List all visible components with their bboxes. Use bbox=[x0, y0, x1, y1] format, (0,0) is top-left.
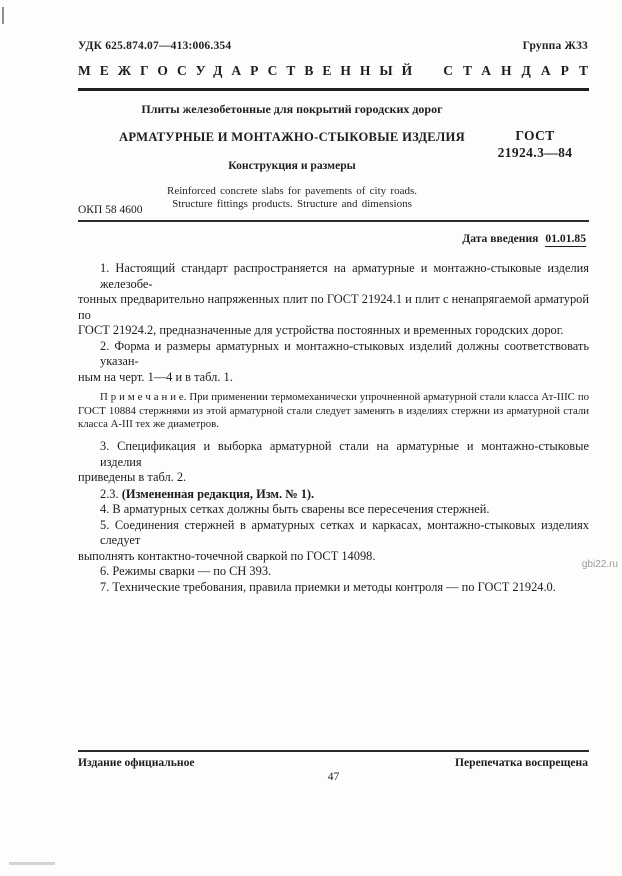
paragraph-line: 4. В арматурных сетках должны быть сварены все пересечения стержней. bbox=[100, 502, 490, 517]
paragraph-6 bbox=[78, 564, 589, 580]
okp-code: ОКП 58 4600 bbox=[78, 204, 143, 216]
paragraph-line: ГОСТ 21924.2, предназначенные для устройства постоянных и временных городских дорог. bbox=[78, 323, 564, 337]
paragraph-line: 2. Форма и размеры арматурных и монтажно-стыковых изделий должны соответствовать указан- bbox=[100, 338, 589, 368]
standard-type-word-2: СТАНДАРТ bbox=[443, 63, 598, 78]
header-divider-thick bbox=[78, 88, 589, 91]
effective-date-value: 01.01.85 bbox=[545, 232, 586, 245]
document-body bbox=[78, 261, 589, 595]
gost-label: ГОСТ bbox=[515, 128, 555, 143]
paragraph-1 bbox=[78, 261, 589, 339]
standard-type-heading bbox=[78, 63, 598, 79]
paragraph-line: выполнять контактно-точечной сваркой по ГОСТ 14098. bbox=[78, 548, 376, 563]
paragraph-line: ным на черт. 1—4 и в табл. 1. bbox=[78, 369, 233, 384]
paragraph-2-3-amendment bbox=[78, 487, 589, 503]
page-number: 47 bbox=[327, 771, 340, 783]
effective-date-label: Дата введения bbox=[462, 232, 539, 245]
paragraph-line: 5. Соединения стержней в арматурных сетках и каркасах, монтажно-стыковых изделиях следует bbox=[100, 517, 589, 548]
standard-number-block bbox=[481, 128, 589, 161]
paragraph-line: тонных предварительно напряженных плит по ГОСТ 21924.1 и плит с ненапрягаемой арматурой по bbox=[78, 292, 589, 322]
note-line: ГОСТ 10884 стержнями из этой арматурной стали следует заменять в изделиях стержни из арматурной стали bbox=[78, 404, 589, 417]
note-line: класса А-III тех же диаметров. bbox=[78, 418, 219, 431]
english-title-line-1: Reinforced concrete slabs for pavements of city roads. bbox=[167, 185, 417, 197]
note-paragraph bbox=[78, 391, 589, 432]
paragraph-line: 6. Режимы сварки — по СН 393. bbox=[100, 564, 272, 579]
paragraph-line: 3. Спецификация и выборка арматурной стали на арматурные и монтажно-стыковые изделия bbox=[100, 439, 589, 469]
gost-number: 21924.3—84 bbox=[497, 144, 573, 160]
document-subject: Плиты железобетонные для покрытий городских дорог bbox=[141, 102, 443, 116]
document-subtitle: Конструкция и размеры bbox=[228, 159, 356, 172]
scan-artifact-bottom-left bbox=[9, 862, 55, 865]
paragraph-line: приведены в табл. 2. bbox=[78, 470, 187, 485]
paragraph-7 bbox=[78, 580, 589, 596]
title-block bbox=[78, 100, 506, 210]
footer-reprint-notice: Перепечатка воспрещена bbox=[454, 756, 588, 769]
paragraph-line: 1. Настоящий стандарт распространяется на арматурные и монтажно-стыковые изделия железобе- bbox=[100, 261, 589, 291]
footer-divider bbox=[78, 750, 589, 752]
document-title: АРМАТУРНЫЕ И МОНТАЖНО-СТЫКОВЫЕ ИЗДЕЛИЯ bbox=[118, 130, 466, 144]
footer bbox=[78, 756, 588, 769]
amendment-bold-text: (Измененная редакция, Изм. № 1). bbox=[121, 486, 315, 501]
standard-type-word-1: МЕЖГОСУДАРСТВЕННЫЙ bbox=[78, 63, 422, 78]
english-title-line-2: Structure fittings products. Structure and dimensions bbox=[172, 197, 412, 210]
paragraph-3 bbox=[78, 439, 589, 486]
group-code: Группа Ж33 bbox=[522, 40, 588, 52]
footer-official-edition: Издание официальное bbox=[78, 756, 195, 769]
amendment-prefix: 2.3. bbox=[100, 486, 122, 501]
paragraph-line: 7. Технические требования, правила приемки и методы контроля — по ГОСТ 21924.0. bbox=[100, 579, 556, 594]
note-line: П р и м е ч а н и е. При применении термомеханически упрочненной арматурной стали класса Ат-IIIС по bbox=[100, 391, 589, 403]
effective-date-row bbox=[78, 232, 586, 245]
header-divider-thin bbox=[78, 220, 589, 222]
site-watermark: gbi22.ru bbox=[581, 559, 618, 570]
paragraph-5 bbox=[78, 518, 589, 565]
udk-code: УДК 625.874.07—413:006.354 bbox=[78, 40, 232, 52]
classification-row bbox=[78, 40, 588, 52]
scan-artifact-top-left bbox=[2, 7, 4, 24]
paragraph-2 bbox=[78, 339, 589, 386]
paragraph-4 bbox=[78, 502, 589, 518]
